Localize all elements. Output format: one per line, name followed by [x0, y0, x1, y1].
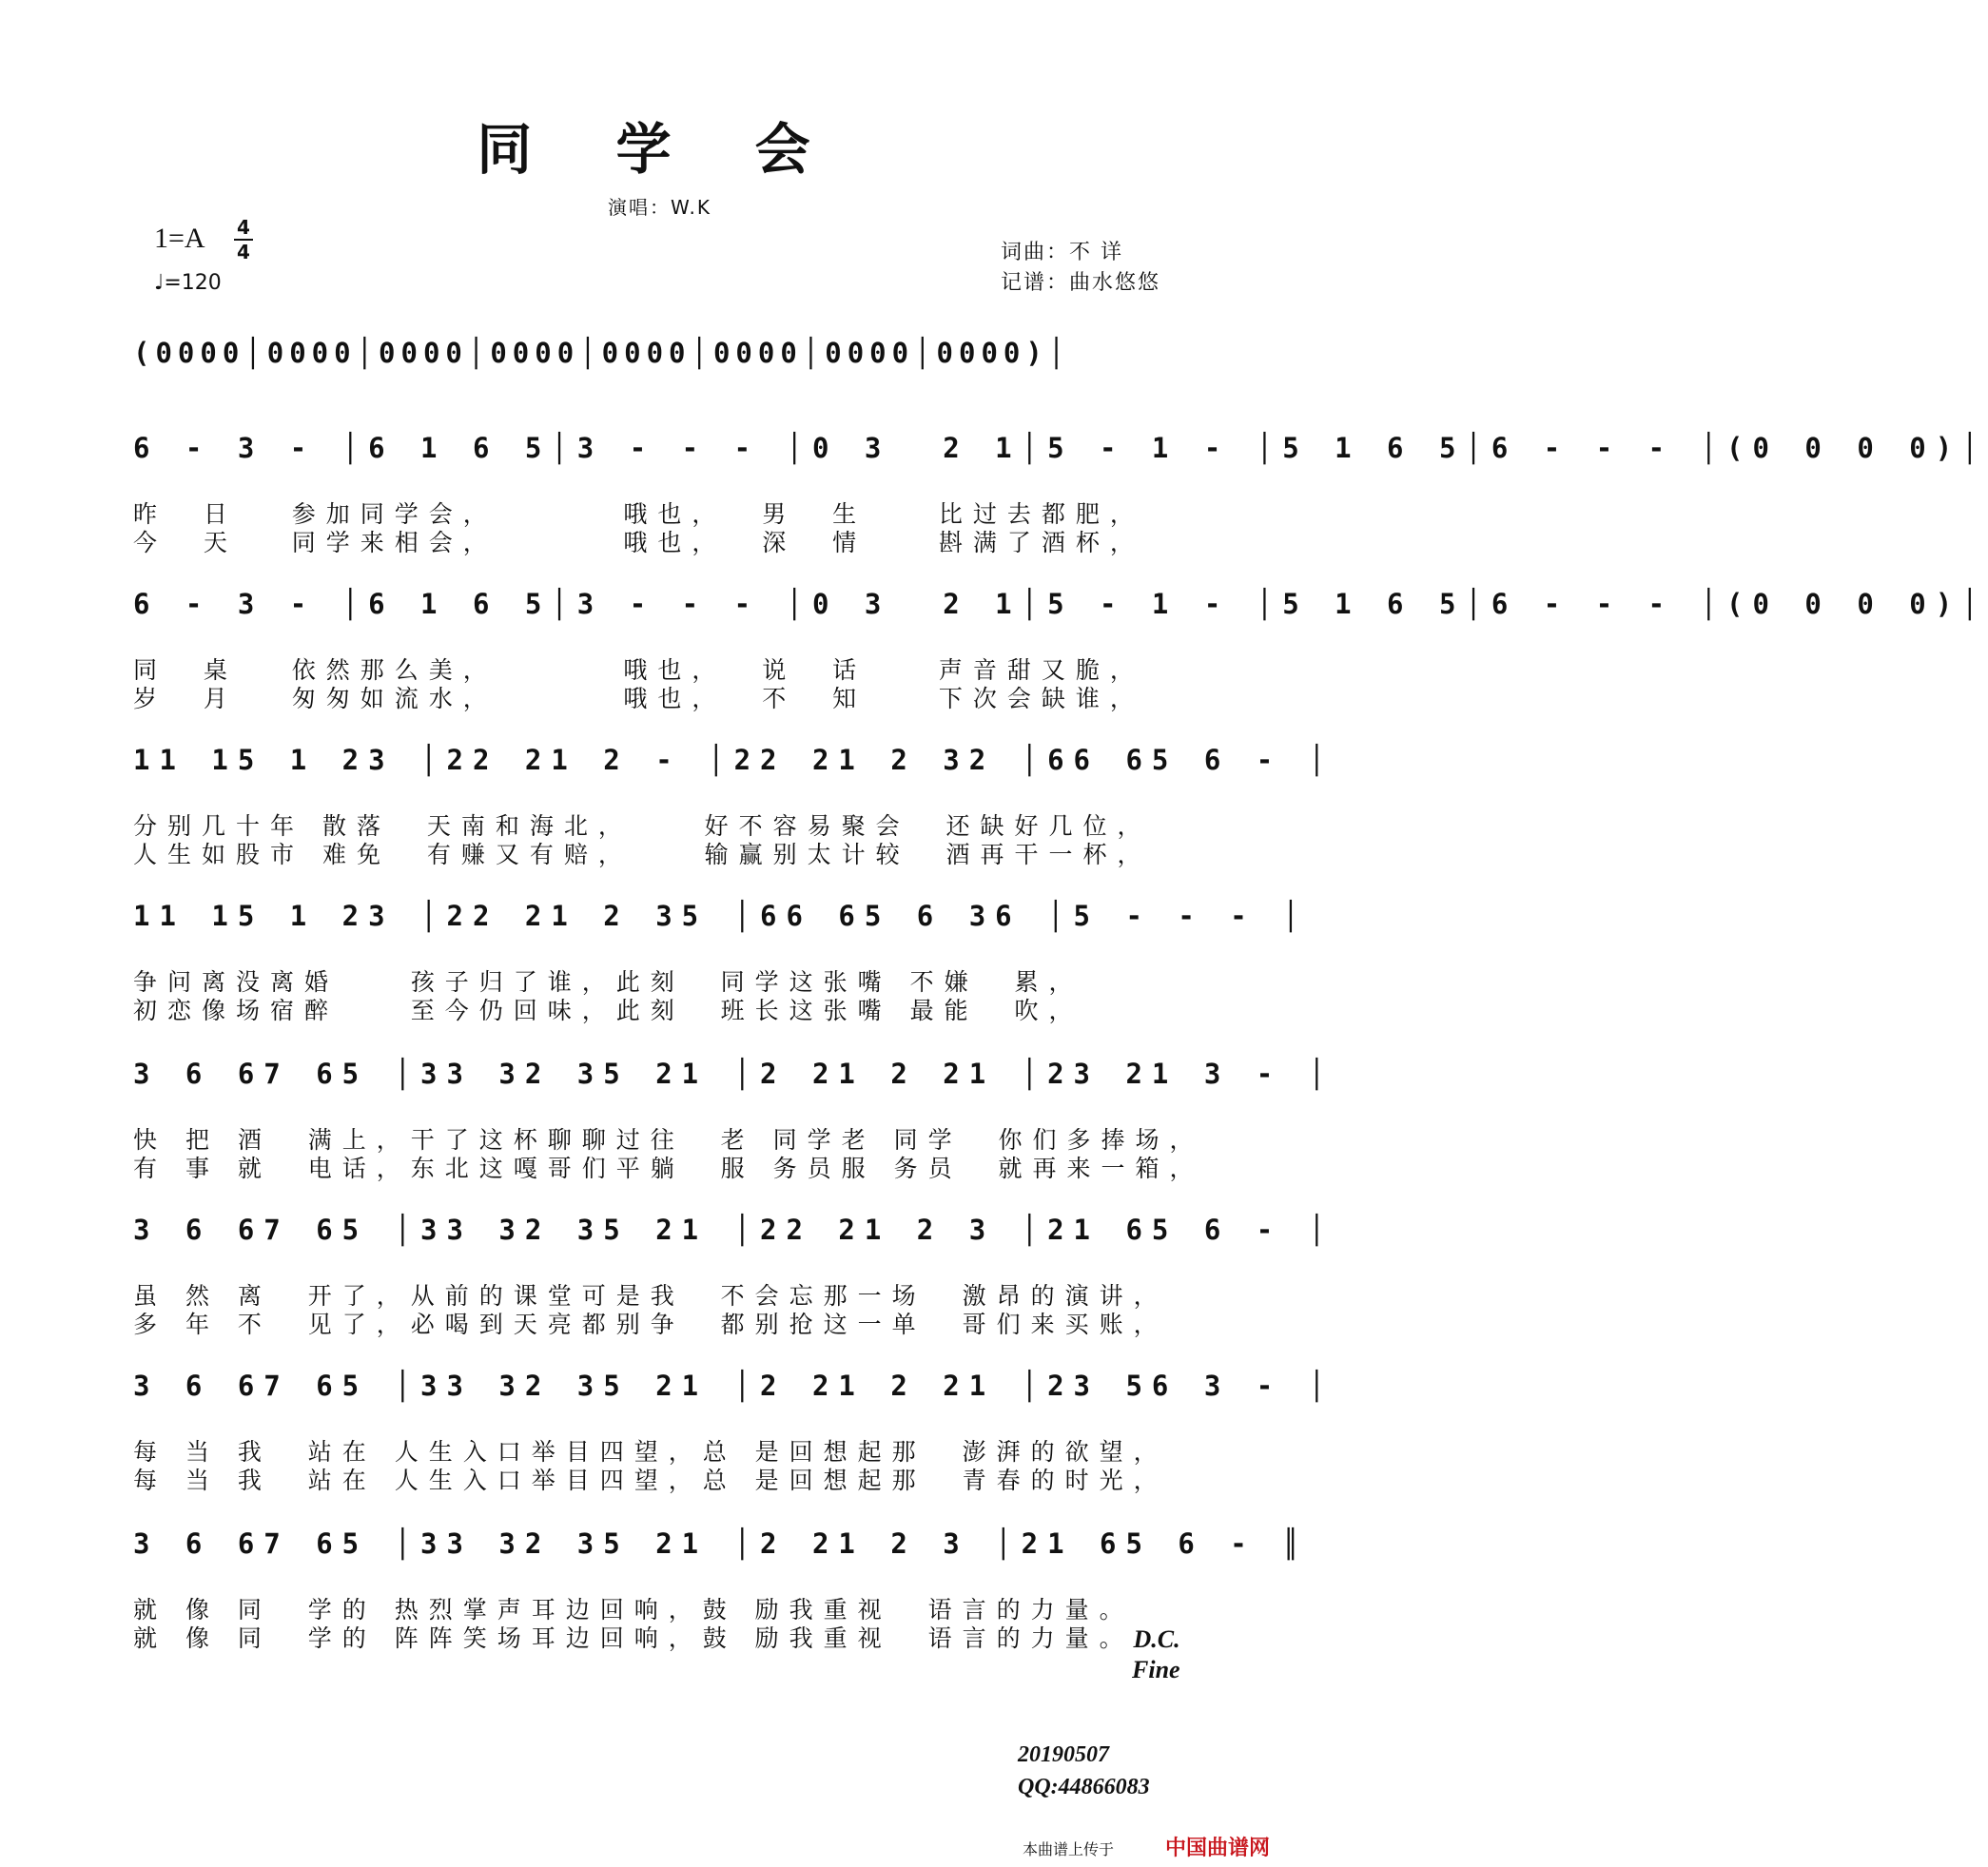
- staff-notes: 3 6 67 65 │33 32 35 21 │22 21 2 3 │21 65 6 - │: [133, 1214, 1335, 1246]
- footer-info: [1018, 1739, 1150, 1803]
- time-signature: [234, 217, 253, 263]
- lyric-line-verse-2: 多 年 不 见了，必喝到天亮都别争 都别抢这一单 哥们来买账，: [133, 1311, 1168, 1338]
- lyrics-music-credit: 词曲：不 详: [1001, 241, 1123, 264]
- fine-label: Fine: [1132, 1656, 1180, 1683]
- lyric-line-verse-2: 每 当 我 站在 人生入口举目四望，总 是回想起那 青春的时光，: [133, 1467, 1168, 1494]
- lyric-line-verse-1: 昨 日 参加同学会， 哦也， 男 生 比过去都肥，: [133, 500, 1144, 528]
- lyric-line-verse-1: 分别几十年 散落 天南和海北， 好不容易聚会 还缺好几位，: [133, 812, 1152, 840]
- lyric-line-verse-1: 同 桌 依然那么美， 哦也， 说 话 声音甜又脆，: [133, 656, 1144, 684]
- staff-notes: 6 - 3 - │6 1 6 5│3 - - - │0 3 2 1│5 - 1 - │5 1 6 5│6 - - - │(0 0 0 0)│: [133, 588, 1988, 620]
- staff-notes: 3 6 67 65 │33 32 35 21 │2 21 2 21 │23 56 3 - │: [133, 1370, 1335, 1402]
- lyric-line-verse-2: 今 天 同学来相会， 哦也， 深 情 斟满了酒杯，: [133, 529, 1144, 556]
- page-title: 同 学 会: [477, 117, 843, 182]
- qq-label: QQ:44866083: [1018, 1775, 1150, 1799]
- meter-top: 4: [237, 216, 250, 239]
- lyric-line-verse-2: 初恋像场宿醉 至今仍回味，此刻 班长这张嘴 最能 吹，: [133, 997, 1083, 1024]
- lyric-line-verse-2: 有 事 就 电话，东北这嘎哥们平躺 服 务员服 务员 就再来一箱，: [133, 1155, 1204, 1182]
- lyric-line-verse-2: 岁 月 匆匆如流水， 哦也， 不 知 下次会缺谁，: [133, 685, 1144, 712]
- site-logo[interactable]: 中国曲谱网: [1165, 1837, 1271, 1860]
- key-signature: 1=A: [154, 223, 205, 254]
- staff-notes: 3 6 67 65 │33 32 35 21 │2 21 2 3 │21 65 6 - ║: [133, 1527, 1309, 1560]
- tempo-marking: ♩=120: [154, 271, 222, 295]
- lyric-line-verse-1: 虽 然 离 开了，从前的课堂可是我 不会忘那一场 激昂的演讲，: [133, 1282, 1168, 1310]
- dc-label: D.C.: [1133, 1625, 1180, 1653]
- lyric-line-verse-1: 就 像 同 学的 热烈掌声耳边回响，鼓 励我重视 语言的力量。: [133, 1596, 1134, 1624]
- meter-bottom: 4: [237, 241, 250, 263]
- lyric-line-verse-2: 就 像 同 学的 阵阵笑场耳边回响，鼓 励我重视 语言的力量。: [133, 1624, 1134, 1652]
- staff-notes: 11 15 1 23 │22 21 2 - │22 21 2 32 │66 65 6 - │: [133, 744, 1335, 776]
- upload-note: 本曲谱上传于: [1023, 1840, 1115, 1858]
- intro-notes: (0000│0000│0000│0000│0000│0000│0000│0000)│: [133, 337, 1071, 369]
- date-label: 20190507: [1018, 1742, 1109, 1767]
- staff-notes: 6 - 3 - │6 1 6 5│3 - - - │0 3 2 1│5 - 1 - │5 1 6 5│6 - - - │(0 0 0 0)│: [133, 432, 1988, 464]
- transcriber-credit: 记谱：曲水悠悠: [1001, 271, 1161, 295]
- staff-notes: 3 6 67 65 │33 32 35 21 │2 21 2 21 │23 21 3 - │: [133, 1058, 1335, 1090]
- lyric-line-verse-1: 快 把 酒 满上，干了这杯聊聊过往 老 同学老 同学 你们多捧场，: [133, 1126, 1204, 1154]
- singer-credit: 演唱：W.K: [608, 196, 711, 219]
- lyric-line-verse-1: 争问离没离婚 孩子归了谁，此刻 同学这张嘴 不嫌 累，: [133, 968, 1083, 996]
- lyric-line-verse-2: 人生如股市 难免 有赚又有赔， 输赢别太计较 酒再干一杯，: [133, 841, 1152, 868]
- credits: [1001, 238, 1160, 299]
- lyric-line-verse-1: 每 当 我 站在 人生入口举目四望，总 是回想起那 澎湃的欲望，: [133, 1438, 1168, 1466]
- staff-notes: 11 15 1 23 │22 21 2 35 │66 65 6 36 │5 - - - │: [133, 900, 1309, 932]
- dc-marking: [1132, 1624, 1180, 1685]
